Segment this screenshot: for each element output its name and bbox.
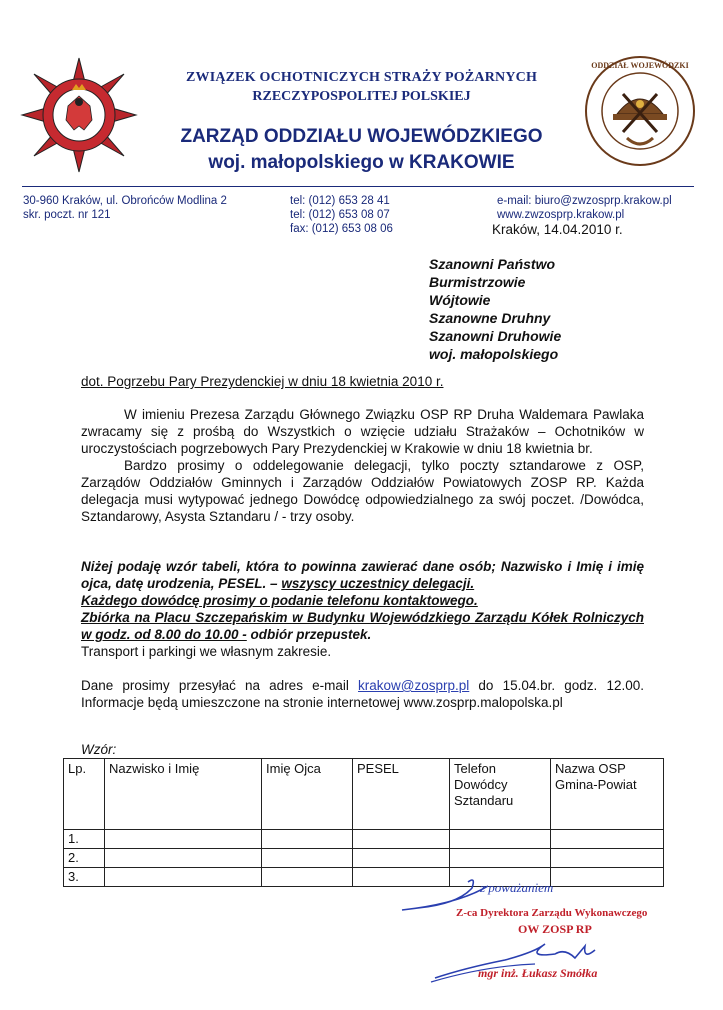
web-block: [497, 194, 672, 222]
recipient-line: woj. małopolskiego: [429, 346, 559, 362]
table-header-row: [64, 759, 664, 830]
instruction-table-data: [81, 558, 644, 592]
address-block: [23, 194, 227, 222]
instruction-emphasis: wszyscy uczestnicy delegacji.: [281, 576, 475, 591]
phone-1: tel: (012) 653 28 41: [290, 195, 390, 207]
meeting-tail: odbiór przepustek.: [246, 627, 372, 642]
email-link[interactable]: krakow@zosprp.pl: [358, 678, 470, 693]
svg-text:ODDZIAŁ WOJEWÓDZKI: ODDZIAŁ WOJEWÓDZKI: [591, 61, 689, 70]
phone-block: [290, 194, 393, 236]
svg-text:z poważaniem: z poważaniem: [480, 880, 554, 895]
recipient-line: Szanowni Druhowie: [429, 328, 562, 344]
board-region: woj. małopolskiego w KRAKOWIE: [208, 152, 515, 173]
stamp-title: Z-ca Dyrektora Zarządu Wykonawczego: [456, 907, 648, 919]
recipient-line: Burmistrzowie: [429, 274, 526, 290]
instruction-text: Niżej podaję wzór tabeli, która to powinna zawierać dane osób; Nazwisko i Imię i imię ojca, datę urodzenia, PESEL. –: [81, 559, 644, 591]
organization-name: ZWIĄZEK OCHOTNICZYCH STRAŻY POŻARNYCH: [185, 70, 538, 85]
paragraph-delegation: Bardzo prosimy o oddelegowanie delegacji, tylko poczty sztandarowe z OSP, Zarządów Oddziałów Gminnych i Zarządów Oddziałów Powiatowych ZOSP RP. Każda delegacja musi wytypować jednego Dowódcę odpowiedzialnego za swój poczet. /Dowódca, Sztandarowy, Asysta Sztandaru / - trzy osoby.: [81, 458, 644, 524]
submission-block: [81, 677, 644, 711]
header-lp: Lp.: [64, 759, 105, 830]
template-table: [63, 758, 664, 887]
table-row: [64, 849, 664, 868]
email-address: e-mail: biuro@zwzosprp.krakow.pl: [497, 195, 672, 207]
organization-name-line2: RZECZYPOSPOLITEJ POLSKIEJ: [252, 89, 471, 104]
header-divider: [22, 186, 694, 187]
header-pesel: PESEL: [353, 759, 450, 830]
row-number: 3.: [64, 868, 105, 887]
recipient-line: Wójtowie: [429, 292, 491, 308]
phone-2: tel: (012) 653 08 07: [290, 209, 390, 221]
website-address: www.zwzosprp.krakow.pl: [497, 209, 625, 221]
recipient-line: Szanowne Druhny: [429, 310, 551, 326]
row-number: 1.: [64, 830, 105, 849]
po-box-line: skr. poczt. nr 121: [23, 209, 111, 221]
recipients-block: [429, 255, 561, 363]
address-line: 30-960 Kraków, ul. Obrońców Modlina 2: [23, 195, 227, 207]
letter-body: [81, 406, 644, 525]
instructions-block: [81, 558, 644, 660]
row-number: 2.: [64, 849, 105, 868]
instruction-meeting: [81, 609, 644, 643]
header-name: Nazwisko i Imię: [105, 759, 262, 830]
header-phone: Telefon Dowódcy Sztandaru: [450, 759, 551, 830]
submission-note: [81, 677, 644, 711]
board-title: ZARZĄD ODDZIAŁU WOJEWÓDZKIEGO: [180, 126, 543, 147]
instruction-phone: Każdego dowódcę prosimy o podanie telefonu kontaktowego.: [81, 593, 478, 608]
submission-text-tail: do 15.04.br. godz. 12.00. Informacje będą umieszczone na stronie internetowej www.zosprp.malopolska.pl: [81, 678, 644, 710]
transport-note: Transport i parkingi we własnym zakresie.: [81, 644, 332, 659]
fax-number: fax: (012) 653 08 06: [290, 223, 393, 235]
letter-subject: dot. Pogrzebu Pary Prezydenckiej w dniu 18 kwietnia 2010 r.: [81, 374, 444, 389]
header-osp: Nazwa OSP Gmina-Powiat: [551, 759, 664, 830]
stamp-org: OW ZOSP RP: [518, 922, 592, 936]
letter-date: Kraków, 14.04.2010 r.: [492, 222, 623, 237]
header-father-name: Imię Ojca: [262, 759, 353, 830]
table-row: [64, 830, 664, 849]
meeting-text: Zbiórka na Placu Szczepańskim w Budynku Wojewódzkiego Zarządu Kółek Rolniczych w godz. od 8.00 do 10.00 -: [81, 610, 644, 642]
submission-text: Dane prosimy przesyłać na adres e-mail: [81, 678, 359, 693]
table-label: Wzór:: [81, 742, 117, 757]
paragraph-invitation: W imieniu Prezesa Zarządu Głównego Związku OSP RP Druha Waldemara Pawlaka zwracamy się z prośbą do Wszystkich o wzięcie udziału Strażaków – Ochotników w uroczystościach pogrzebowych Pary Prezydenckiej w Krakowie w dniu 18 kwietnia br.: [81, 407, 644, 456]
recipient-line: Szanowni Państwo: [429, 256, 556, 272]
signatory-name: mgr inż. Łukasz Smółka: [478, 966, 598, 980]
